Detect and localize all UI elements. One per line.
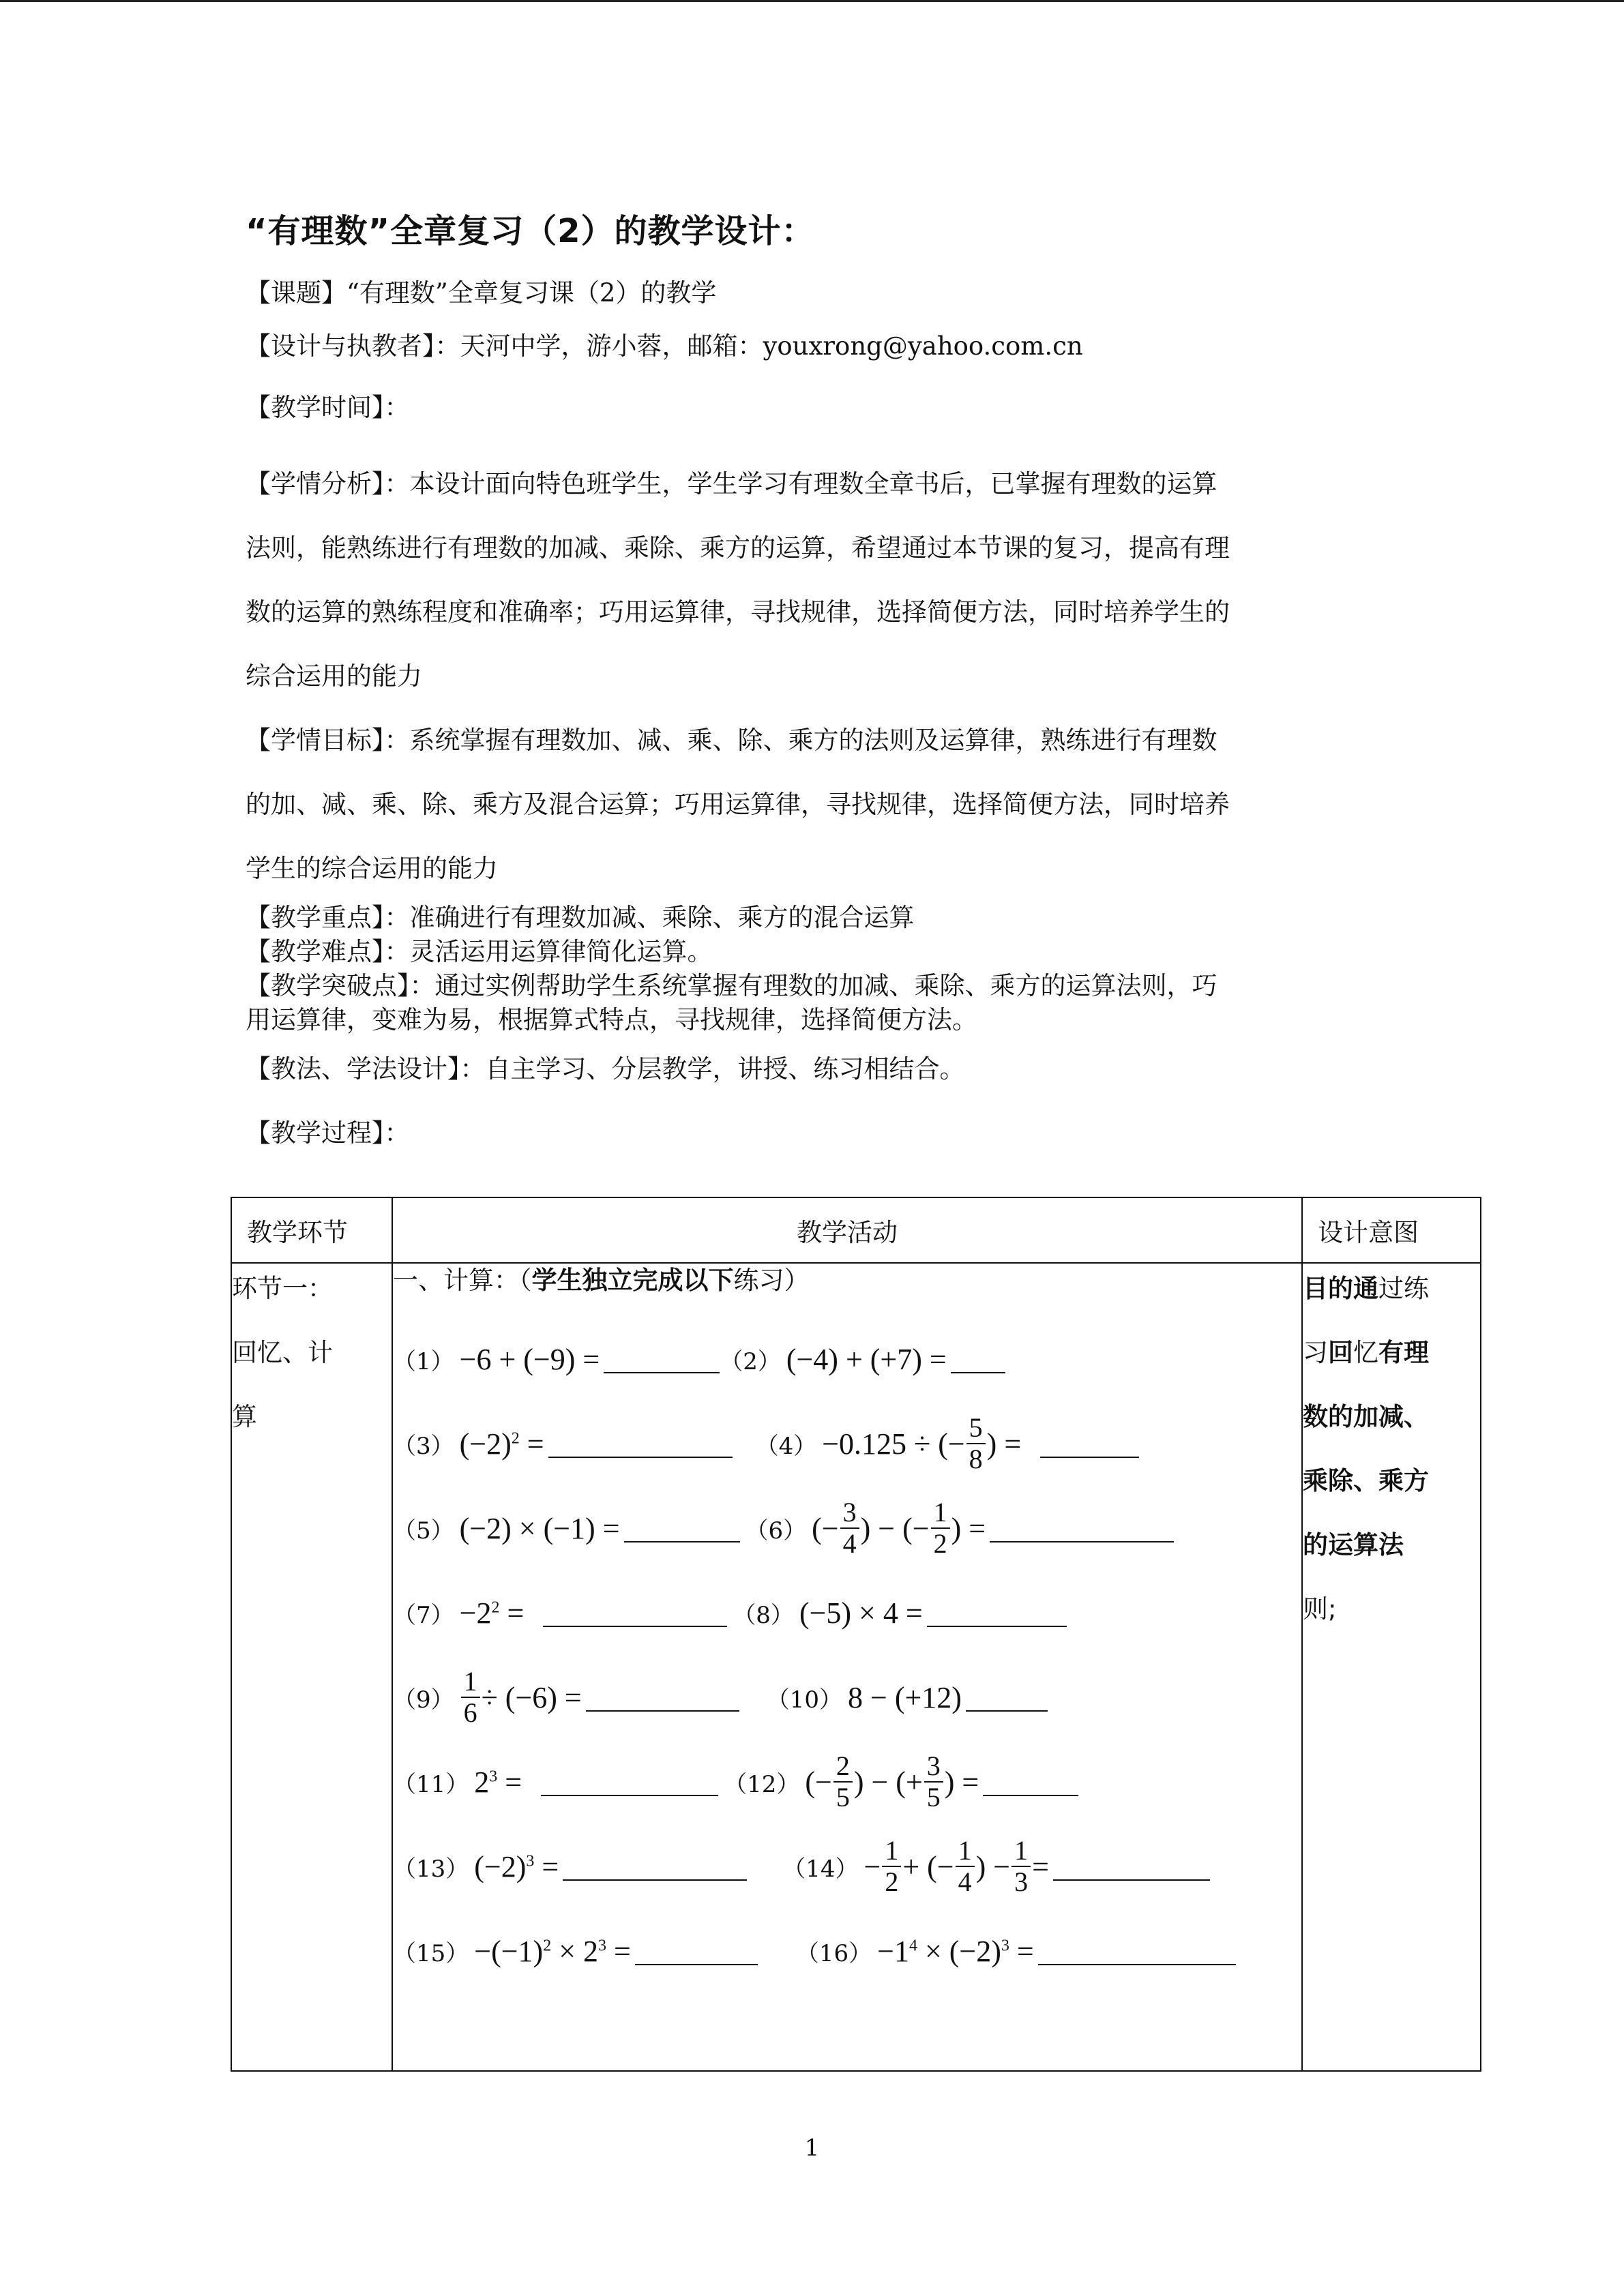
exercise-7: （7） $-2^2$ =: [393, 1596, 727, 1630]
exercise-3: （3） $(-2)^2$ =: [393, 1427, 733, 1461]
exercise-12: （12） (− $\frac{2}{5}$ ) − (+ $\frac{3}{5}$ ) =: [724, 1751, 1078, 1813]
intent-line: 则;: [1303, 1594, 1337, 1624]
analysis-line: 本设计面向特色班学生，学生学习有理数全章书后，已掌握有理数的运算: [409, 469, 1217, 498]
exercise-15: （15） $-(-1)^2 \times 2^3$ =: [393, 1934, 758, 1969]
activity-heading-text: 一、计算：（: [393, 1266, 532, 1295]
intent-line: 的运算法: [1303, 1530, 1404, 1560]
topic-text: “有理数”全章复习课（2）的教学: [346, 278, 717, 308]
exercise-9: （9） $\frac{1}{6}$ ÷ (−6) =: [393, 1667, 739, 1728]
intent-line: 数的加减、: [1303, 1402, 1429, 1431]
top-border: [0, 0, 1624, 2]
answer-blank[interactable]: [951, 1345, 1005, 1373]
header-segment: 教学环节: [231, 1197, 392, 1263]
breakthrough-line: 用运算律，变难为易，根据算式特点，寻找规律，选择简便方法。: [246, 1005, 977, 1034]
answer-blank[interactable]: [966, 1683, 1048, 1712]
key-label: 【教学重点】：: [246, 903, 410, 932]
answer-blank[interactable]: [541, 1768, 718, 1796]
analysis-section: [246, 452, 1364, 709]
exercise-row: [393, 1909, 1301, 1993]
activity-heading: [393, 1264, 1301, 1298]
topic-line: [246, 276, 1364, 310]
exercise-row: [393, 1740, 1301, 1824]
exercise-16: （16） $-1^4 \times (-2)^3$ =: [796, 1934, 1236, 1969]
answer-blank[interactable]: [586, 1683, 739, 1712]
methods-line: [246, 1052, 1364, 1086]
key-section: [246, 901, 1364, 1037]
answer-blank[interactable]: [990, 1514, 1174, 1542]
difficulty-text: 灵活运用运算律简化运算。: [409, 937, 713, 966]
answer-blank[interactable]: [983, 1768, 1078, 1796]
exercise-row: [393, 1824, 1301, 1909]
process-table: [231, 1197, 1481, 2072]
answer-blank[interactable]: [927, 1598, 1067, 1627]
breakthrough-line: 通过实例帮助学生系统掌握有理数的加减、乘除、乘方的运算法则，巧: [434, 971, 1217, 1000]
intent-line: 乘除、乘方: [1303, 1466, 1429, 1495]
page-title: “有理数”全章复习（2）的教学设计：: [246, 212, 815, 250]
header-activity: 教学活动: [392, 1197, 1302, 1263]
key-text: 准确进行有理数加减、乘除、乘方的混合运算: [409, 903, 915, 932]
answer-blank[interactable]: [604, 1345, 720, 1373]
segment-line: 环节一：: [232, 1274, 333, 1303]
exercise-row: [393, 1401, 1301, 1486]
intent-line: 目的通过练: [1303, 1274, 1429, 1303]
exercise-4: （4） −0.125 ÷ (− $\frac{5}{8}$ ) =: [756, 1413, 1140, 1474]
answer-blank[interactable]: [563, 1852, 747, 1881]
exercise-5: （5） (−2) × (−1) =: [393, 1511, 740, 1546]
exercise-10: （10） 8 − (+12): [767, 1680, 1048, 1715]
answer-blank[interactable]: [635, 1937, 758, 1965]
exercise-14: （14） − $\frac{1}{2}$ + (− $\frac{1}{4}$ ) − $\frac{1}{3}$ =: [782, 1836, 1210, 1897]
exercise-2: （2） (−4) + (+7) =: [720, 1342, 1005, 1377]
answer-blank[interactable]: [543, 1598, 727, 1627]
goals-label: 【学情目标】：: [246, 726, 410, 755]
answer-blank[interactable]: [1040, 1429, 1139, 1458]
segment-line: 算: [232, 1402, 257, 1431]
answer-blank[interactable]: [548, 1429, 733, 1458]
table-row: [231, 1263, 1481, 2071]
goals-line: 的加、减、乘、除、乘方及混合运算；巧用运算律，寻找规律，选择简便方法，同时培养: [246, 790, 1230, 819]
exercise-11: （11） $2^3$ =: [393, 1765, 718, 1800]
exercise-6: （6） (− $\frac{3}{4}$ ) − (− $\frac{1}{2}$ ) =: [745, 1497, 1175, 1559]
time-label: 【教学时间】：: [246, 393, 410, 422]
intent-line: 习回忆有理: [1303, 1338, 1429, 1367]
methods-label: 【教法、学法设计】：: [246, 1054, 486, 1084]
goals-section: [246, 709, 1364, 901]
difficulty-label: 【教学难点】：: [246, 937, 410, 966]
author-line: [246, 329, 1364, 363]
author-label: 【设计与执教者】：: [246, 331, 460, 361]
segment-cell: [231, 1263, 392, 2071]
exercise-8: （8） (−5) × 4 =: [733, 1596, 1066, 1630]
answer-blank[interactable]: [1038, 1937, 1236, 1965]
table-header-row: [231, 1197, 1481, 1263]
header-intent: 设计意图: [1302, 1197, 1481, 1263]
goals-line: 学生的综合运用的能力: [246, 854, 498, 883]
intent-cell: [1302, 1263, 1481, 2071]
analysis-label: 【学情分析】：: [246, 469, 410, 498]
exercise-1: （1） −6 + (−9) =: [393, 1342, 720, 1377]
topic-label: 【课题】: [246, 278, 346, 308]
analysis-line: 数的运算的熟练程度和准确率；巧用运算律，寻找规律，选择简便方法，同时培养学生的: [246, 597, 1230, 627]
time-line: [246, 391, 1364, 425]
exercise-row: [393, 1655, 1301, 1740]
exercise-13: （13） $(-2)^3$ =: [393, 1849, 747, 1884]
author-text: 天河中学，游小蓉，邮箱：youxrong@yahoo.com.cn: [460, 331, 1083, 361]
segment-line: 回忆、计: [232, 1338, 333, 1367]
page-number: 1: [804, 2134, 820, 2162]
breakthrough-label: 【教学突破点】：: [246, 971, 435, 1000]
activity-cell: [392, 1263, 1302, 2071]
methods-text: 自主学习、分层教学，讲授、练习相结合。: [485, 1054, 965, 1084]
goals-line: 系统掌握有理数加、减、乘、除、乘方的法则及运算律，熟练进行有理数: [409, 726, 1217, 755]
activity-heading-bold: 学生独立完成以下: [531, 1266, 734, 1295]
process-label: 【教学过程】：: [246, 1118, 410, 1148]
analysis-line: 法则，能熟练进行有理数的加减、乘除、乘方的运算，希望通过本节课的复习，提高有理: [246, 533, 1230, 563]
answer-blank[interactable]: [624, 1514, 740, 1542]
exercise-row: [393, 1570, 1301, 1655]
activity-heading-tail: 练习）: [733, 1266, 810, 1295]
analysis-line: 综合运用的能力: [246, 661, 422, 691]
document-body: [246, 205, 1364, 1150]
exercise-row: [393, 1486, 1301, 1570]
exercise-row: [393, 1317, 1301, 1401]
answer-blank[interactable]: [1053, 1852, 1210, 1881]
